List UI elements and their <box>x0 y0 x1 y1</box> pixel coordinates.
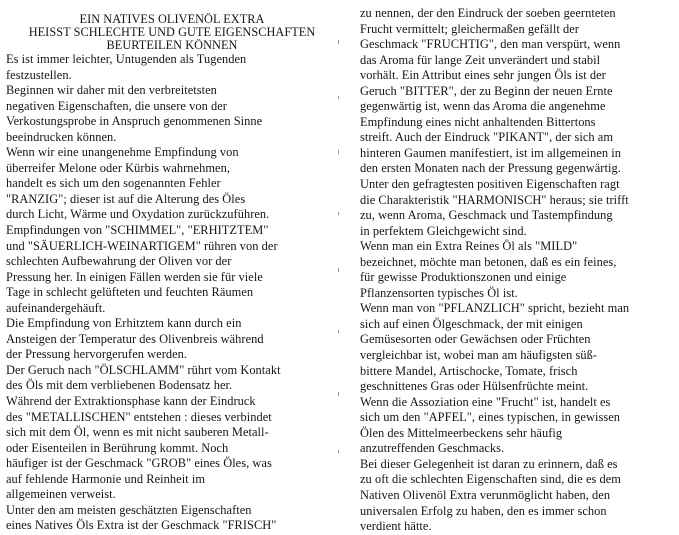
text-line: den ersten Monaten nach der Pressung gegenwärtig. <box>360 161 621 176</box>
text-line: schlechten Aufbewahrung der Oliven vor der <box>6 254 232 269</box>
text-line: vorhält. Ein Attribut eines sehr jungen Öls ist der <box>360 68 606 83</box>
text-line: Die Empfindung von Erhitztem kann durch ein <box>6 316 242 331</box>
text-line: sich mit dem Öl, wenn es mit nicht sauberen Metall- <box>6 425 269 440</box>
text-line: Wenn wir eine unangenehme Empfindung von <box>6 145 239 160</box>
text-line: Geruch "BITTER", der zu Beginn der neuen Ernte <box>360 83 613 98</box>
text-line: der Pressung hervorgerufen werden. <box>6 347 188 362</box>
title-line: EIN NATIVES OLIVENÖL EXTRA <box>79 13 265 26</box>
text-line: anzutreffenden Geschmacks. <box>360 441 505 456</box>
text-line: beeindrucken können. <box>6 129 117 144</box>
text-line: Während der Extraktionsphase kann der Eindruck <box>6 394 256 409</box>
text-line: allgemeinen verweist. <box>6 487 116 502</box>
text-line: oder Eisenteilen in Berührung kommt. Noch <box>6 440 229 455</box>
text-line: zu nennen, der den Eindruck der soeben geernteten <box>360 6 616 20</box>
text-line: das Aroma für lange Zeit unverändert und stabil <box>360 52 601 67</box>
text-line: bezeichnet, möchte man betonen, daß es ein feines, <box>360 254 617 269</box>
right-column-body <box>360 6 674 535</box>
text-line: häufiger ist der Geschmack "GROB" eines Öles, was <box>6 456 272 471</box>
text-line: Verkostungsprobe in Anspruch genommenen Sinne <box>6 114 263 129</box>
text-line: aufeinandergehäuft. <box>6 300 106 315</box>
text-line: Gemüsesorten oder Gewächsen oder Früchten <box>360 332 591 347</box>
text-line: Nativen Olivenöl Extra verunmöglicht haben, den <box>360 487 611 502</box>
text-line: gegenwärtig ist, wenn das Aroma die angenehme <box>360 99 606 114</box>
article-title <box>6 13 332 52</box>
text-line: sich auf einen Ölgeschmack, der mit einigen <box>360 316 583 331</box>
text-line: des "METALLISCHEN" entstehen : dieses verbindet <box>6 409 272 424</box>
text-line: negativen Eigenschaften, die unsere von der <box>6 98 227 113</box>
text-line: streift. Auch der Eindruck "PIKANT", der sich am <box>360 130 614 145</box>
text-line: Unter den gefragtesten positiven Eigenschaften ragt <box>360 177 620 192</box>
text-line: universalen Erfolg zu haben, den es immer schon <box>360 503 607 518</box>
text-line: hinteren Gaumen manifestiert, ist im allgemeinen in <box>360 145 621 160</box>
text-line: für gewisse Produktionszonen und einige <box>360 270 567 285</box>
text-line: festzustellen. <box>6 67 72 82</box>
text-line: Geschmack "FRUCHTIG", den man verspürt, wenn <box>360 37 621 52</box>
text-line: überreifer Melone oder Kürbis wahrnehmen, <box>6 160 230 175</box>
text-line: vergleichbar ist, wobei man am häufigsten süß- <box>360 348 598 363</box>
title-line: HEISST SCHLECHTE UND GUTE EIGENSCHAFTEN <box>28 26 316 39</box>
text-line: geschnittenes Gras oder Hülsenfrüchte meint. <box>360 379 589 394</box>
text-line: "RANZIG"; dieser ist auf die Alterung des Öles <box>6 191 246 206</box>
text-line: Wenn die Assoziation eine "Frucht" ist, handelt es <box>360 394 611 409</box>
text-line: Ölen des Mittelmeerbeckens sehr häufig <box>360 425 563 440</box>
text-line: handelt es sich um den sogenannten Fehler <box>6 176 221 191</box>
text-line: die Charakteristik "HARMONISCH" heraus; sie trifft <box>360 192 629 207</box>
text-line: durch Licht, Wärme und Oxydation zurückzuführen. <box>6 207 270 222</box>
left-column-body <box>6 52 332 534</box>
text-line: Es ist immer leichter, Untugenden als Tugenden <box>6 52 247 66</box>
text-line: in perfektem Gleichgewicht sind. <box>360 223 527 238</box>
text-line: Beginnen wir daher mit den verbreitetsten <box>6 83 217 98</box>
text-line: Unter den am meisten geschätzten Eigenschaften <box>6 502 252 517</box>
text-line: Frucht vermittelt; gleichermaßen gefällt der <box>360 21 579 36</box>
text-line: Wenn man ein Extra Reines Öl als "MILD" <box>360 239 578 254</box>
text-line: Tage in schlecht gelüfteten und feuchten Räumen <box>6 285 254 300</box>
left-column <box>6 13 332 534</box>
text-line: Bei dieser Gelegenheit ist daran zu erinnern, daß es <box>360 456 618 471</box>
text-line: Der Geruch nach "ÖLSCHLAMM" rührt vom Kontakt <box>6 362 281 377</box>
text-line: Empfindungen von "SCHIMMEL", "ERHITZTEM" <box>6 223 269 238</box>
text-line: zu, wenn Aroma, Geschmack und Tastempfindung <box>360 208 613 223</box>
text-line: Ansteigen der Temperatur des Olivenbreis während <box>6 331 264 346</box>
right-column <box>360 6 674 535</box>
text-line: des Öls mit dem verbliebenen Bodensatz her. <box>6 378 233 393</box>
text-line: sich um den "APFEL", eines typischen, in gewissen <box>360 410 621 425</box>
text-line: zu oft die schlechten Eigenschaften sind, die es dem <box>360 472 621 487</box>
text-line: Pressung her. In einigen Fällen werden sie für viele <box>6 269 263 284</box>
text-line: und "SÄUERLICH-WEINARTIGEM" rühren von der <box>6 238 278 253</box>
text-line: verdient hätte. <box>360 519 432 534</box>
text-line: Empfindung eines nicht anhaltenden Bittertons <box>360 114 596 129</box>
text-line: auf fehlende Harmonie und Reinheit im <box>6 471 206 486</box>
title-line: BEURTEILEN KÖNNEN <box>106 39 238 52</box>
page-fold <box>338 0 339 480</box>
text-line: Wenn man von "PFLANZLICH" spricht, bezieht man <box>360 301 630 316</box>
text-line: eines Natives Öls Extra ist der Geschmack "FRISCH" <box>6 518 277 533</box>
text-line: Pflanzensorten typisches Öl ist. <box>360 285 518 300</box>
text-line: bittere Mandel, Artischocke, Tomate, frisch <box>360 363 578 378</box>
